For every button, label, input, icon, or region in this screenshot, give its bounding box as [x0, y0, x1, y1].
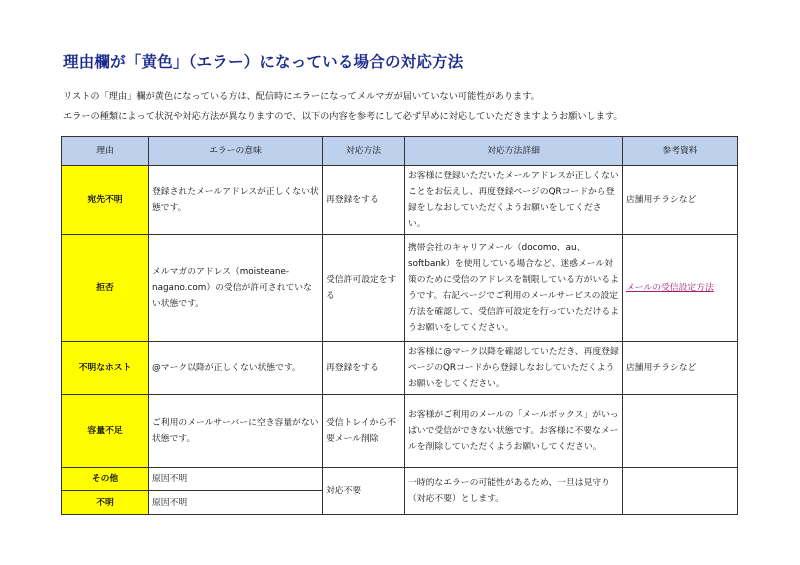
intro-line-1: リストの「理由」欄が黄色になっている方は、配信時にエラーになってメルマガが届いていない可能性があります。 [63, 91, 540, 102]
meaning-cell: 原因不明 [149, 468, 323, 491]
reason-cell: その他 [62, 468, 149, 491]
detail-cell: 一時的なエラーの可能性があるため、一旦は見守り（対応不要）とします。 [405, 468, 623, 515]
reference-cell [623, 395, 738, 468]
detail-cell: お客様に@マーク以降を確認していただき、再度登録ページのQRコードから登録しなおしていただくようお願いをしてください。 [405, 342, 623, 395]
reference-cell: 店舗用チラシなど [623, 166, 738, 235]
reference-cell [623, 468, 738, 515]
meaning-cell: ご利用のメールサーバーに空き容量がない状態です。 [149, 395, 323, 468]
error-response-table [61, 136, 738, 515]
meaning-cell: メルマガのアドレス（moisteane-nagano.com）の受信が許可されていない状態です。 [149, 235, 323, 342]
reason-cell: 宛先不明 [62, 166, 149, 235]
reason-cell: 拒否 [62, 235, 149, 342]
page-title: 理由欄が「黄色」（エラー）になっている場合の対応方法 [63, 53, 464, 71]
action-cell: 受信トレイから不要メール削除 [323, 395, 405, 468]
header-reason: 理由 [62, 137, 149, 166]
reference-cell: 店舗用チラシなど [623, 342, 738, 395]
table-row [62, 395, 738, 468]
header-reference: 参考資料 [623, 137, 738, 166]
detail-cell: 携帯会社のキャリアメール（docomo、au、softbank）を使用している場合など、迷惑メール対策のために受信のアドレスを制限している方がいるようです。右記ページでご利用のメールサービスの設定方法を確認して、受信許可設定を行っていただけるようお願いをしてください。 [405, 235, 623, 342]
table-row [62, 235, 738, 342]
reason-cell: 不明なホスト [62, 342, 149, 395]
reason-cell: 不明 [62, 491, 149, 515]
intro-line-2: エラーの種類によって状況や対応方法が異なりますので、以下の内容を参考にして必ず早めに対応していただきますようお願いします。 [63, 111, 623, 122]
table-row [62, 166, 738, 235]
detail-cell: お客様がご利用のメールの「メールボックス」がいっぱいで受信ができない状態です。お客様に不要なメールを削除していただくようお願いしてください。 [405, 395, 623, 468]
action-cell: 対応不要 [323, 468, 405, 515]
header-detail: 対応方法詳細 [405, 137, 623, 166]
receive-settings-link[interactable]: メールの受信設定方法 [623, 235, 738, 342]
meaning-cell: 原因不明 [149, 491, 323, 515]
header-action: 対応方法 [323, 137, 405, 166]
action-cell: 再登録をする [323, 166, 405, 235]
meaning-cell: 登録されたメールアドレスが正しくない状態です。 [149, 166, 323, 235]
reason-cell: 容量不足 [62, 395, 149, 468]
meaning-cell: @マーク以降が正しくない状態です。 [149, 342, 323, 395]
detail-cell: お客様に登録いただいたメールアドレスが正しくないことをお伝えし、再度登録ページのQRコードから登録をしなおしていただくようお願いをしてください。 [405, 166, 623, 235]
table-header-row [62, 137, 738, 166]
header-meaning: エラーの意味 [149, 137, 323, 166]
action-cell: 再登録をする [323, 342, 405, 395]
table-row [62, 342, 738, 395]
table-row [62, 468, 738, 491]
action-cell: 受信許可設定をする [323, 235, 405, 342]
